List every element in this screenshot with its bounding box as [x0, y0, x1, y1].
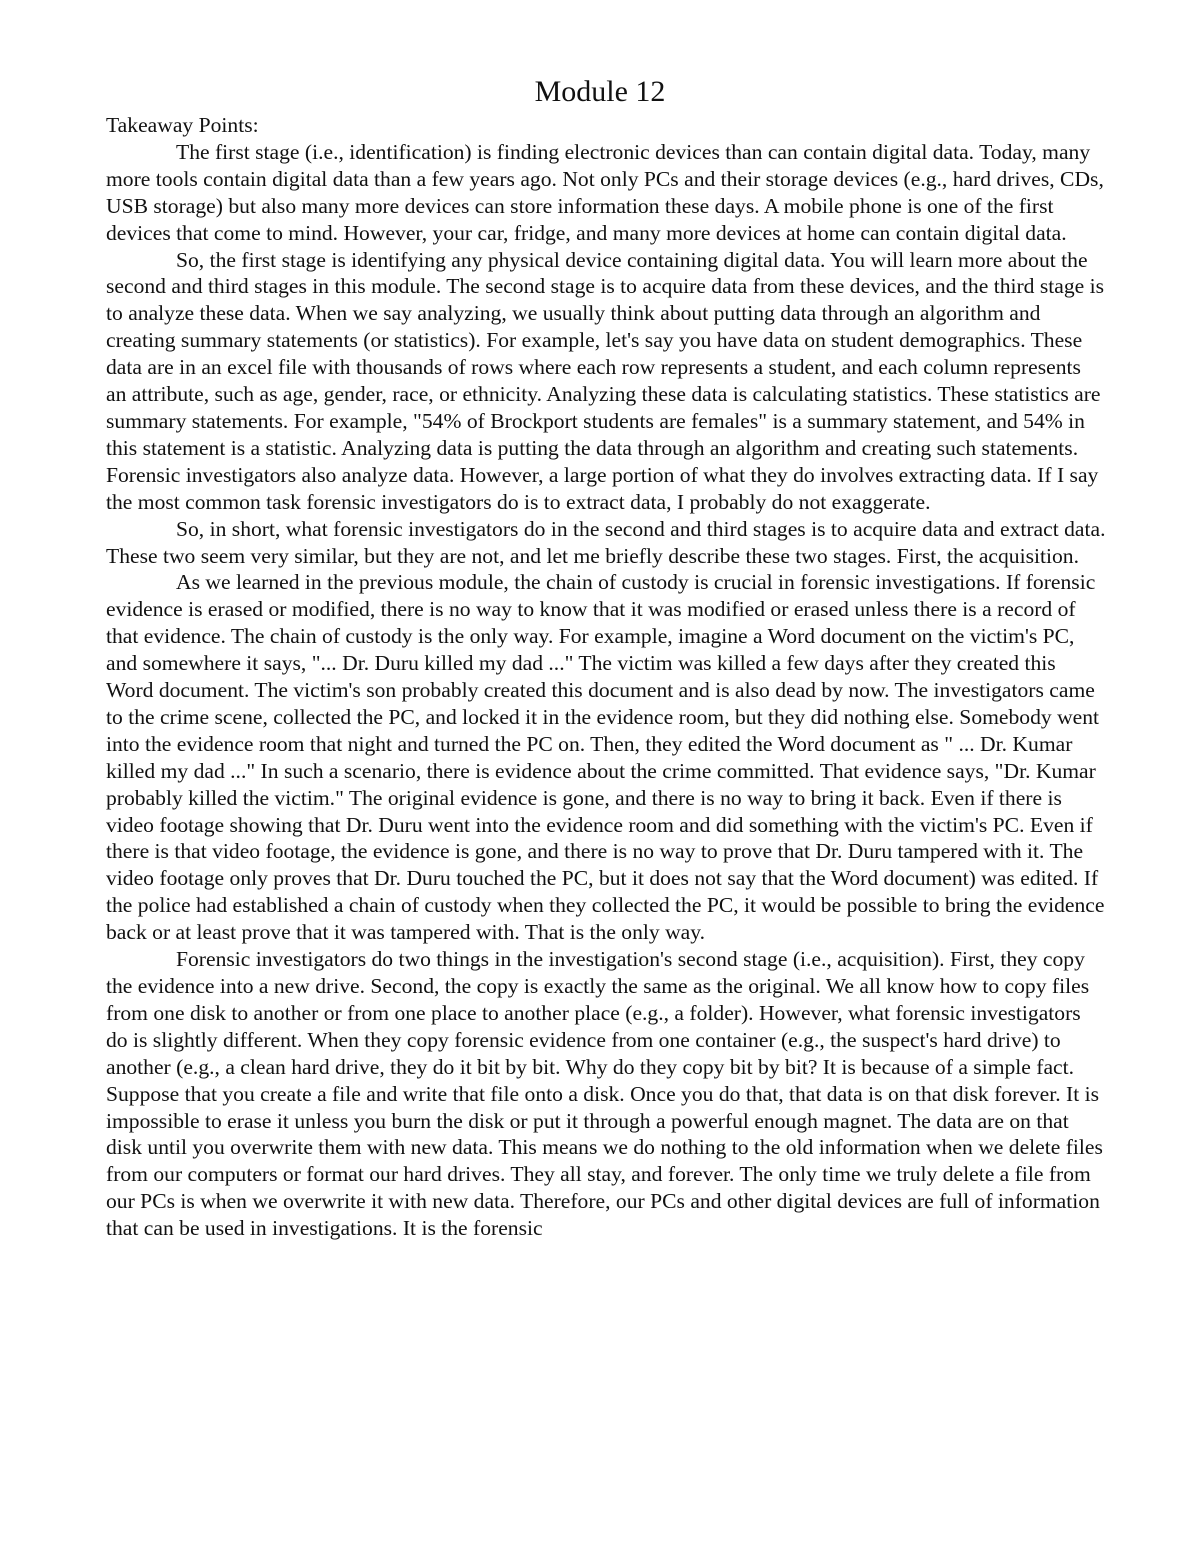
paragraph-stages-overview: So, the first stage is identifying any physical device containing digital data. You will learn more about the second and third stages in this module. The second stage is to acquire data from these devices, and the third stage is to analyze these data. When we say analyzing, we usually think about putting data through an algorithm and creating summary statements (or statistics). For example, let's say you have data on student demographics. These data are in an excel file with thousands of rows where each row represents a student, and each column represents an attribute, such as age, gender, race, or ethnicity. Analyzing these data is calculating statistics. These statistics are summary statements. For example, "54% of Brockport students are females" is a summary statement, and 54% in this statement is a statistic. Analyzing data is putting the data through an algorithm and creating such statements. Forensic investigators also analyze data. However, a large portion of what they do involves extracting data. If I say the most common task forensic investigators do is to extract data, I probably do not exaggerate.	[106, 247, 1105, 514]
paragraph-chain-of-custody: As we learned in the previous module, the chain of custody is crucial in forensic investigations. If forensic evidence is erased or modified, there is no way to know that it was modified or erased unless there is a record of that evidence. The chain of custody is the only way. For example, imagine a Word document on the victim's PC, and somewhere it says, "... Dr. Duru killed my dad ..." The victim was killed a few days after they created this Word document. The victim's son probably created this document and is also dead by now. The investigators came to the crime scene, collected the PC, and locked it in the evidence room, but they did nothing else. Somebody went into the evidence room that night and turned the PC on. Then, they edited the Word document as " ... Dr. Kumar killed my dad ..." In such a scenario, there is evidence about the crime committed. That evidence says, "Dr. Kumar probably killed the victim." The original evidence is gone, and there is no way to bring it back. Even if there is video footage showing that Dr. Duru went into the evidence room and did something with the victim's PC. Even if there is that video footage, the evidence is gone, and there is no way to prove that Dr. Duru tampered with it. The video footage only proves that Dr. Duru touched the PC, but it does not say that the Word document) was edited. If the police had established a chain of custody when they collected the PC, it would be possible to bring the evidence back or at least prove that it was tampered with. That is the only way.	[106, 570, 1105, 945]
paragraph-acquire-extract: So, in short, what forensic investigators do in the second and third stages is to acquire data and extract data. These two seem very similar, but they are not, and let me briefly describe these two stages. First, the acquisition.	[106, 516, 1106, 568]
takeaway-heading: Takeaway Points:	[106, 113, 259, 137]
paragraph-identification: The first stage (i.e., identification) is finding electronic devices than can contain digital data. Today, many more tools contain digital data than a few years ago. Not only PCs and their storage devices (e.g., hard drives, CDs, USB storage) but also many more devices can store information these days. A mobile phone is one of the first devices that come to mind. However, your car, fridge, and many more devices at home can contain digital data.	[106, 139, 1104, 245]
paragraph-acquisition: Forensic investigators do two things in the investigation's second stage (i.e., acquisition). First, they copy the evidence into a new drive. Second, the copy is exactly the same as the original. We all know how to copy files from one disk to another or from one place to another place (e.g., a folder). However, what forensic investigators do is slightly different. When they copy forensic evidence from one container (e.g., the suspect's hard drive) to another (e.g., a clean hard drive, they do it bit by bit. Why do they copy bit by bit? It is because of a simple fact. Suppose that you create a file and write that file onto a disk. Once you do that, that data is on that disk forever. It is impossible to erase it unless you burn the disk or put it through a powerful enough magnet. The data are on that disk until you overwrite them with new data. This means we do nothing to the old information when we delete files from our computers or format our hard drives. They all stay, and forever. The only time we truly delete a file from our PCs is when we overwrite it with new data. Therefore, our PCs and other digital devices are full of information that can be used in investigations. It is the forensic	[106, 947, 1103, 1241]
document-body	[106, 112, 1106, 1242]
page-title: Module 12	[534, 75, 666, 108]
